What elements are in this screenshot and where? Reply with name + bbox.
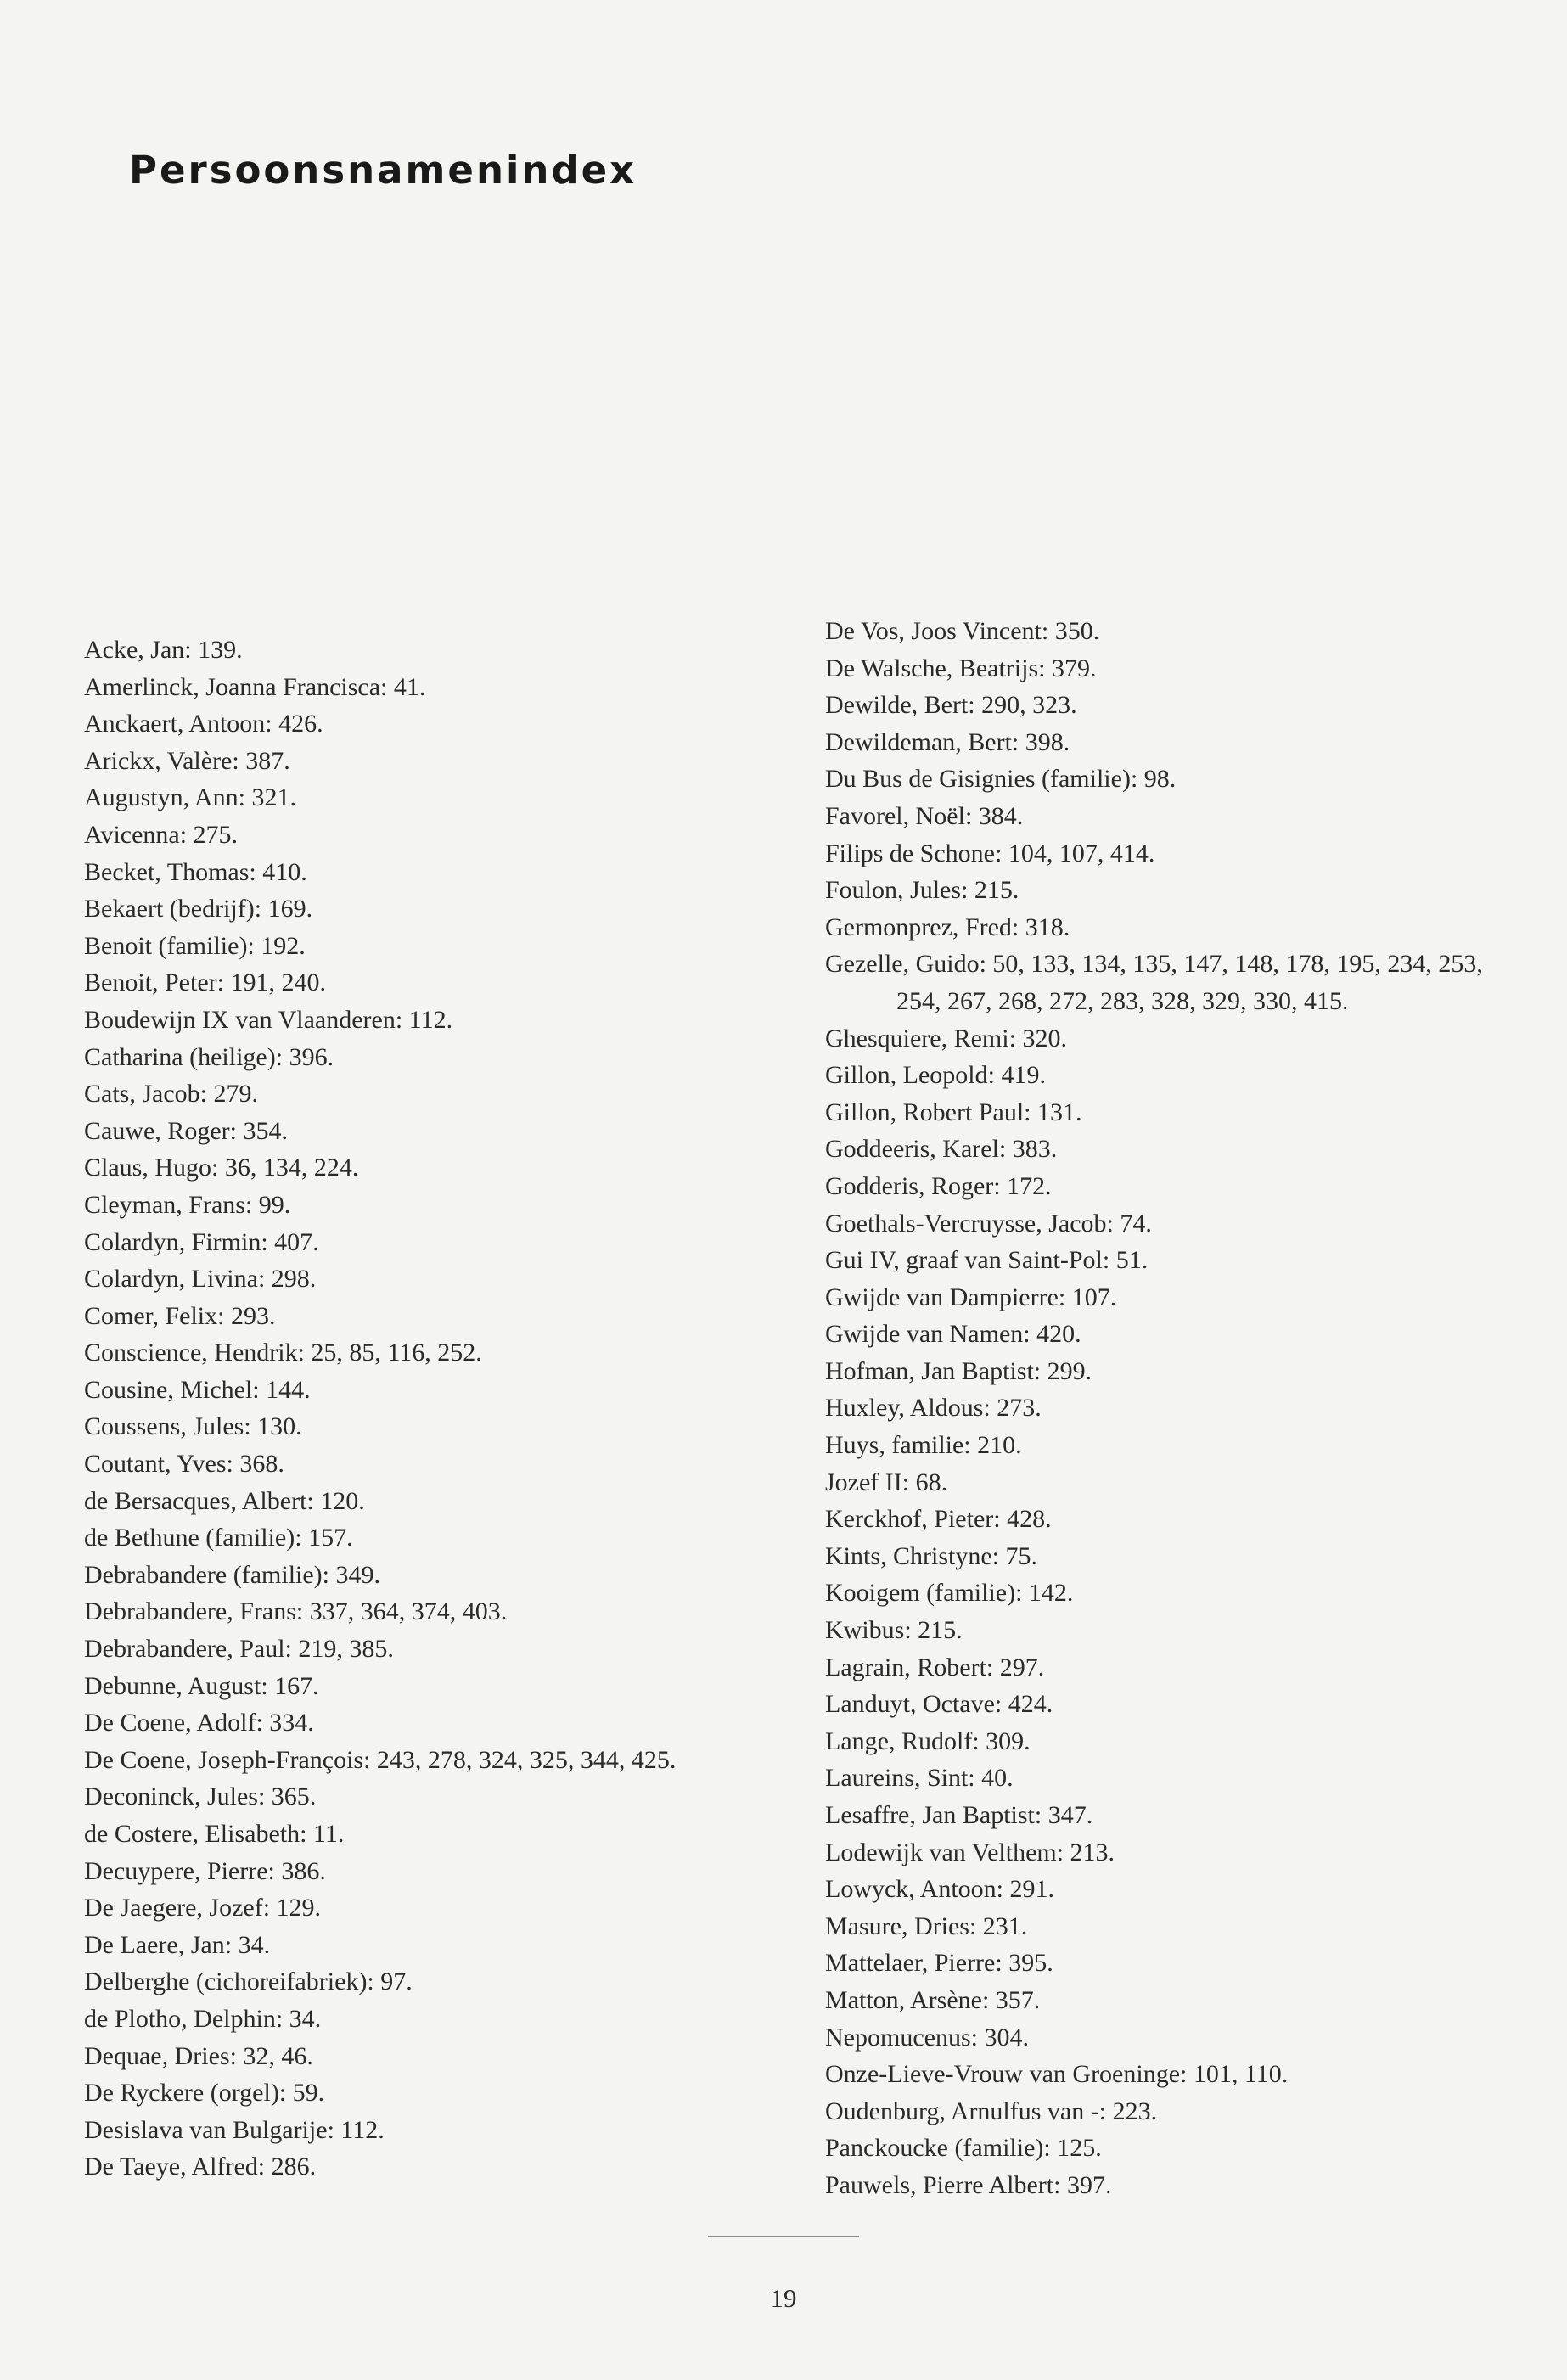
index-entry: Kerckhof, Pieter: 428.: [825, 1505, 1052, 1534]
index-column-right: [825, 613, 1504, 2204]
index-entry: De Walsche, Beatrijs: 379.: [825, 654, 1097, 682]
index-entry: Catharina (heilige): 396.: [84, 1042, 334, 1071]
index-entry: Avicenna: 275.: [84, 820, 239, 849]
index-entry: Matton, Arsène: 357.: [825, 1985, 1041, 2014]
index-entry: De Vos, Joos Vincent: 350.: [825, 617, 1100, 645]
index-entry: De Taeye, Alfred: 286.: [84, 2153, 317, 2181]
index-entry: Gwijde van Dampierre: 107.: [825, 1283, 1117, 1311]
index-entry: Foulon, Jules: 215.: [825, 876, 1019, 905]
index-entry: Kwibus: 215.: [825, 1616, 963, 1645]
index-entry: Lowyck, Antoon: 291.: [825, 1875, 1054, 1904]
index-entry: Dequae, Dries: 32, 46.: [84, 2041, 313, 2070]
index-entry: Desislava van Bulgarije: 112.: [84, 2115, 385, 2144]
index-entry: Cleyman, Frans: 99.: [84, 1190, 291, 1219]
index-entry: Amerlinck, Joanna Francisca: 41.: [84, 672, 426, 701]
page-number: 19: [770, 2283, 797, 2313]
index-column-left: [84, 631, 763, 2186]
index-entry: Mattelaer, Pierre: 395.: [825, 1949, 1053, 1978]
index-entry: Acke, Jan: 139.: [84, 636, 243, 664]
index-entry: Lodewijk van Velthem: 213.: [825, 1838, 1115, 1866]
index-entry: De Coene, Joseph-François: 243, 278, 324, 325, 344, 425.: [84, 1745, 677, 1774]
index-entry: Kints, Christyne: 75.: [825, 1541, 1038, 1570]
index-entry: Favorel, Noël: 384.: [825, 801, 1024, 830]
index-entry: Masure, Dries: 231.: [825, 1911, 1028, 1940]
index-entry: Cats, Jacob: 279.: [84, 1080, 258, 1109]
index-entry: Delberghe (cichoreifabriek): 97.: [84, 1967, 413, 1996]
index-entry: de Costere, Elisabeth: 11.: [84, 1820, 345, 1848]
index-entry: Landuyt, Octave: 424.: [825, 1690, 1053, 1719]
index-entry: Anckaert, Antoon: 426.: [84, 710, 323, 738]
index-entry: Debrabandere, Frans: 337, 364, 374, 403.: [84, 1597, 508, 1626]
index-entry: Pauwels, Pierre Albert: 397.: [825, 2170, 1112, 2199]
index-entry: Goddeeris, Karel: 383.: [825, 1135, 1058, 1164]
index-entry: Conscience, Hendrik: 25, 85, 116, 252.: [84, 1339, 482, 1367]
page-title: Persoonsnamenindex: [129, 148, 637, 193]
index-entry: Lesaffre, Jan Baptist: 347.: [825, 1801, 1093, 1829]
index-entry: Boudewijn IX van Vlaanderen: 112.: [84, 1005, 453, 1034]
index-entry: Arickx, Valère: 387.: [84, 746, 290, 775]
index-entry: Decuypere, Pierre: 386.: [84, 1856, 326, 1885]
index-entry: Bekaert (bedrijf): 169.: [84, 895, 313, 923]
index-entry: Huys, familie: 210.: [825, 1431, 1022, 1460]
index-entry: Augustyn, Ann: 321.: [84, 783, 297, 812]
index-entry: Cousine, Michel: 144.: [84, 1375, 311, 1404]
index-entry: Cauwe, Roger: 354.: [84, 1116, 288, 1145]
index-entry: Du Bus de Gisignies (familie): 98.: [825, 765, 1177, 794]
index-entry: Deconinck, Jules: 365.: [84, 1782, 317, 1811]
index-entry: Hofman, Jan Baptist: 299.: [825, 1356, 1092, 1385]
index-entry: Debrabandere, Paul: 219, 385.: [84, 1635, 394, 1664]
index-entry: De Jaegere, Jozef: 129.: [84, 1894, 322, 1923]
index-entry: Debrabandere (familie): 349.: [84, 1560, 380, 1589]
index-entry: De Ryckere (orgel): 59.: [84, 2079, 325, 2108]
index-entry: Debunne, August: 167.: [84, 1671, 319, 1700]
index-entry: de Bersacques, Albert: 120.: [84, 1486, 365, 1515]
index-entry: De Laere, Jan: 34.: [84, 1930, 271, 1959]
index-entry: Goethals-Vercruysse, Jacob: 74.: [825, 1209, 1152, 1238]
index-entry: Nepomucenus: 304.: [825, 2023, 1029, 2052]
index-entry: Colardyn, Firmin: 407.: [84, 1227, 319, 1256]
index-entry: Ghesquiere, Remi: 320.: [825, 1024, 1067, 1052]
index-entry: de Plotho, Delphin: 34.: [84, 2004, 322, 2033]
index-entry: Onze-Lieve-Vrouw van Groeninge: 101, 110.: [825, 2060, 1289, 2089]
index-entry: Laureins, Sint: 40.: [825, 1764, 1014, 1793]
index-entry: Lagrain, Robert: 297.: [825, 1653, 1045, 1681]
index-entry: Gui IV, graaf van Saint-Pol: 51.: [825, 1246, 1149, 1275]
index-entry: Lange, Rudolf: 309.: [825, 1726, 1031, 1755]
footer-rule: [708, 2236, 859, 2237]
index-entry: De Coene, Adolf: 334.: [84, 1709, 314, 1737]
index-entry: Dewildeman, Bert: 398.: [825, 727, 1070, 756]
index-entry: Panckoucke (familie): 125.: [825, 2134, 1102, 2163]
index-entry: de Bethune (familie): 157.: [84, 1524, 353, 1552]
index-entry: Kooigem (familie): 142.: [825, 1579, 1074, 1608]
index-entry: Benoit, Peter: 191, 240.: [84, 968, 326, 997]
index-entry: Becket, Thomas: 410.: [84, 857, 307, 886]
index-entry: Jozef II: 68.: [825, 1468, 948, 1496]
index-entry: Dewilde, Bert: 290, 323.: [825, 691, 1077, 720]
index-entry: Gillon, Leopold: 419.: [825, 1061, 1046, 1090]
index-entry: Gezelle, Guido: 50, 133, 134, 135, 147, 148, 178, 195, 234, 253, 254, 267, 268, 272, 283, 328, 329, 330, 415.: [825, 950, 1483, 1015]
index-entry: Benoit (familie): 192.: [84, 931, 306, 960]
index-entry: Gillon, Robert Paul: 131.: [825, 1097, 1082, 1126]
index-entry: Godderis, Roger: 172.: [825, 1171, 1052, 1200]
index-entry: Coutant, Yves: 368.: [84, 1450, 284, 1479]
index-entry: Oudenburg, Arnulfus van -: 223.: [825, 2097, 1158, 2125]
index-entry: Coussens, Jules: 130.: [84, 1412, 302, 1441]
index-entry: Huxley, Aldous: 273.: [825, 1394, 1042, 1423]
index-entry: Germonprez, Fred: 318.: [825, 912, 1070, 941]
index-entry: Gwijde van Namen: 420.: [825, 1320, 1081, 1349]
index-entry: Claus, Hugo: 36, 134, 224.: [84, 1154, 359, 1182]
index-entry: Filips de Schone: 104, 107, 414.: [825, 839, 1155, 867]
index-entry: Colardyn, Livina: 298.: [84, 1265, 317, 1294]
index-entry: Comer, Felix: 293.: [84, 1301, 276, 1330]
